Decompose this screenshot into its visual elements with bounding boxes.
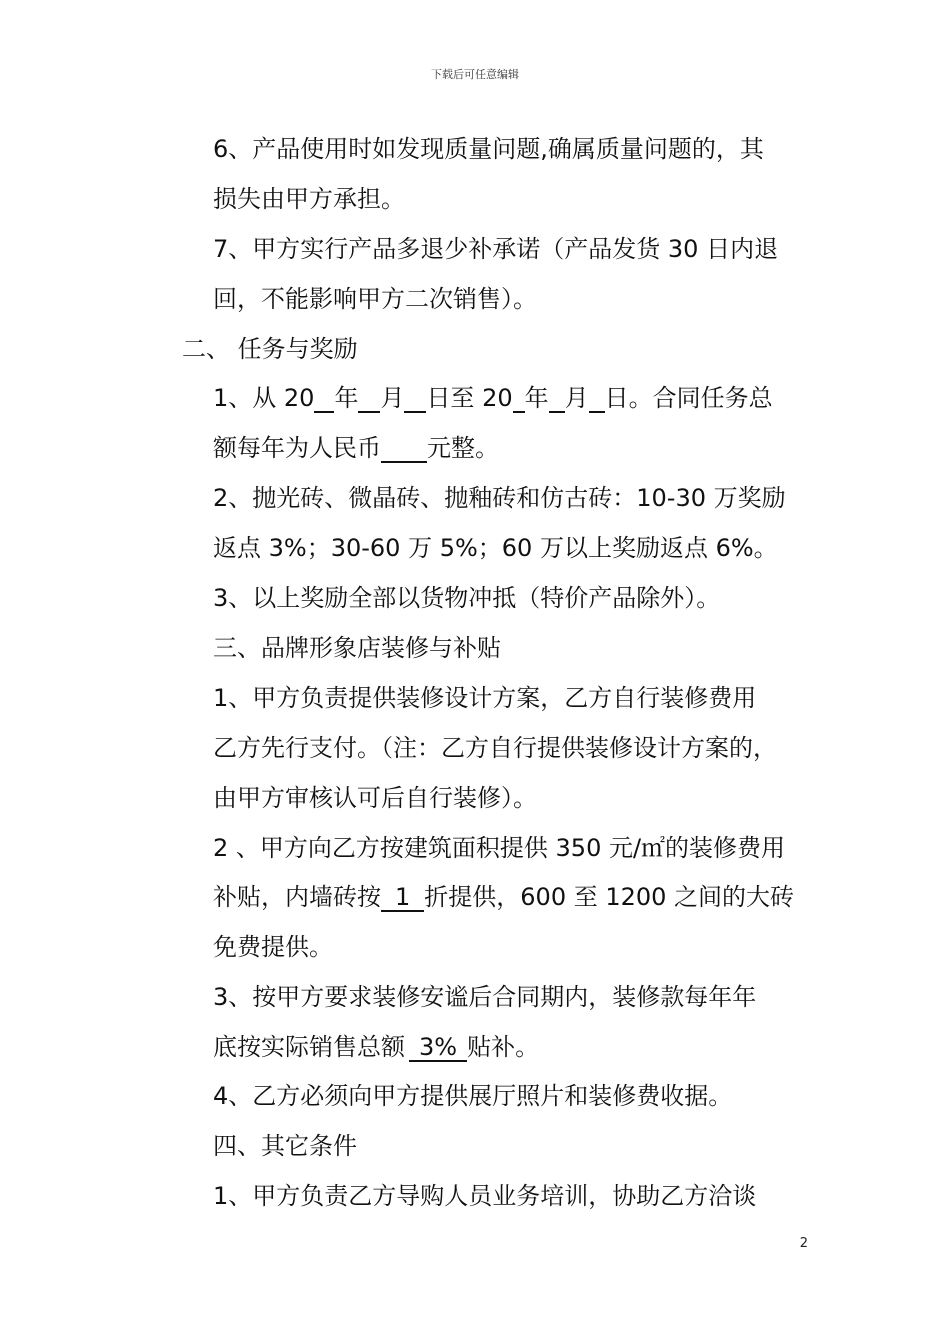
paragraph-line: 2、抛光砖、微晶砖、抛釉砖和仿古砖：10-30 万奖励 — [213, 484, 786, 512]
paragraph-line: 1、甲方负责提供装修设计方案，乙方自行装修费用 — [213, 684, 757, 712]
paragraph-line: 免费提供。 — [213, 933, 333, 961]
paragraph-line: 返点 3%；30-60 万 5%；60 万以上奖励返点 6%。 — [213, 534, 778, 562]
text-segment: 年 — [524, 384, 549, 412]
paragraph-line: 乙方先行支付。（注：乙方自行提供装修设计方案的， — [213, 734, 777, 762]
paragraph-line: 7、甲方实行产品多退少补承诺（产品发货 30 日内退 — [213, 235, 779, 263]
paragraph-line — [213, 382, 773, 414]
page-number: 2 — [799, 1236, 808, 1251]
paragraph-line — [213, 432, 499, 464]
text-segment: 折提供，600 至 1200 之间的大砖 — [424, 883, 795, 911]
text-segment: 贴补。 — [467, 1033, 540, 1061]
paragraph-line: 4、乙方必须向甲方提供展厅照片和装修费收据。 — [213, 1082, 733, 1110]
text-segment: 日。合同任务总 — [604, 384, 773, 412]
blank-field — [513, 385, 525, 413]
text-segment: 月 — [380, 384, 405, 412]
paragraph-line: 回，不能影响甲方二次销售）。 — [213, 285, 537, 313]
text-segment: 年 — [334, 384, 359, 412]
blank-field — [358, 385, 380, 413]
paragraph-line — [213, 881, 794, 913]
filled-field: 3% — [409, 1034, 467, 1062]
page-header: 下载后可任意编辑 — [431, 68, 519, 81]
paragraph-line: 由甲方审核认可后自行装修）。 — [213, 784, 537, 812]
paragraph-line — [213, 1031, 539, 1063]
text-segment: 日至 20 — [426, 384, 513, 412]
text-segment: 月 — [564, 384, 589, 412]
text-segment: 底按实际销售总额 — [213, 1033, 405, 1061]
blank-field — [549, 385, 565, 413]
section-heading: 三、品牌形象店装修与补贴 — [213, 634, 501, 662]
blank-field — [404, 385, 426, 413]
blank-field — [589, 385, 605, 413]
paragraph-line: 3、以上奖励全部以货物冲抵（特价产品除外）。 — [213, 584, 721, 612]
paragraph-line: 6、产品使用时如发现质量问题,确属质量问题的，其 — [213, 135, 764, 163]
section-heading: 二、 任务与奖励 — [182, 335, 358, 363]
paragraph-line: 1、甲方负责乙方导购人员业务培训，协助乙方洽谈 — [213, 1182, 757, 1210]
blank-field — [314, 385, 334, 413]
paragraph-line: 3、按甲方要求装修安谧后合同期内，装修款每年年 — [213, 983, 757, 1011]
paragraph-line: 2 、甲方向乙方按建筑面积提供 350 元/㎡的装修费用 — [213, 834, 786, 862]
text-segment: 额每年为人民币 — [213, 434, 381, 462]
text-segment: 1、从 20 — [213, 384, 315, 412]
blank-field — [381, 435, 427, 463]
section-heading: 四、其它条件 — [213, 1132, 357, 1160]
filled-field: 1 — [381, 884, 424, 912]
text-segment: 元整。 — [427, 434, 499, 462]
text-segment: 补贴，内墙砖按 — [213, 883, 381, 911]
paragraph-line: 损失由甲方承担。 — [213, 185, 405, 213]
